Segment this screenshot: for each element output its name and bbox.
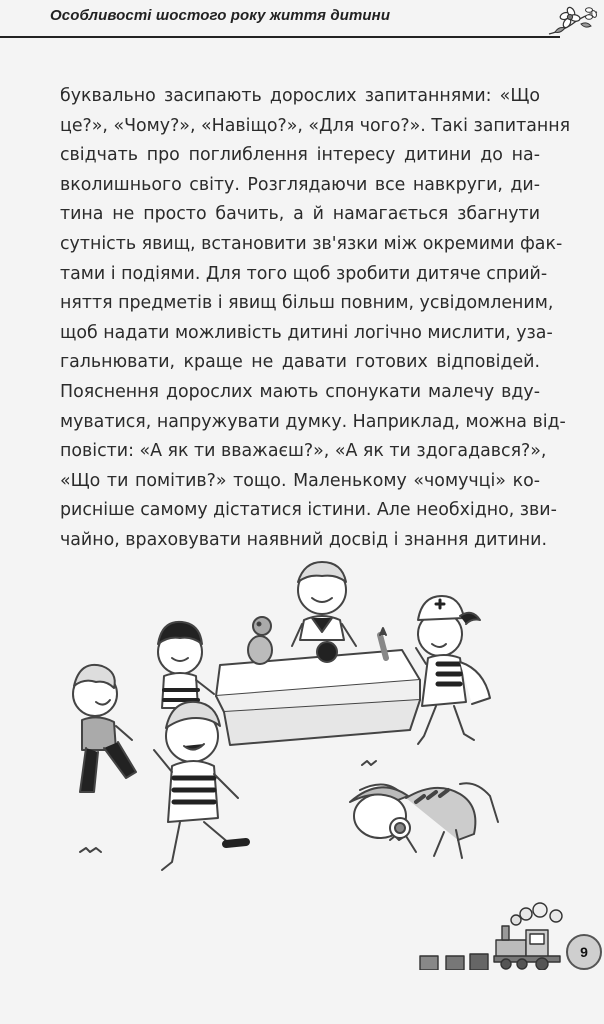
header-rule — [0, 36, 560, 38]
text-line: гальнювати, краще не давати готових відповідей. — [60, 352, 540, 373]
text-line: вколишнього світу. Розглядаючи все навкруги, ди- — [60, 174, 540, 195]
text-line: «Що ти помітив?» тощо. Маленькому «чомучці» ко- — [60, 470, 540, 491]
text-line: буквально засипають дорослих запитаннями: «Що — [60, 86, 540, 106]
text-line: повісти: «А як ти вважаєш?», «А як ти здогадався?», — [60, 441, 547, 462]
text-line: Пояснення дорослих мають спонукати малечу вду- — [60, 381, 540, 402]
text-line: муватися, напружувати думку. Наприклад, можна від- — [60, 411, 566, 432]
train-icon — [418, 900, 568, 970]
text-line: тина не просто бачить, а й намагається збагнути — [60, 204, 540, 225]
text-line: тами і подіями. Для того щоб зробити дитяче сприй- — [60, 263, 548, 284]
running-head-title: Особливості шостого року життя дитини — [50, 7, 391, 24]
text-line: сутність явищ, встановити зв'язки між окремими фак- — [60, 233, 563, 254]
text-line: це?», «Чому?», «Навіщо?», «Для чого?». Такі запитання — [60, 115, 571, 136]
text-line: рисніше самому дістатися істини. Але необхідно, зви- — [60, 500, 557, 521]
page-header — [0, 0, 604, 40]
children-playing-illustration — [40, 540, 600, 920]
text-line: чайно, враховувати наявний досвід і знання дитини. — [60, 529, 548, 550]
text-line: свідчать про поглиблення інтересу дитини до на- — [60, 145, 540, 166]
page-number-badge: 9 — [566, 934, 602, 970]
body-paragraph — [60, 82, 571, 556]
flower-icon — [545, 4, 601, 38]
text-line: щоб надати можливість дитині логічно мислити, уза- — [60, 322, 553, 343]
text-line: няття предметів і явищ більш повним, усвідомленим, — [60, 293, 554, 314]
